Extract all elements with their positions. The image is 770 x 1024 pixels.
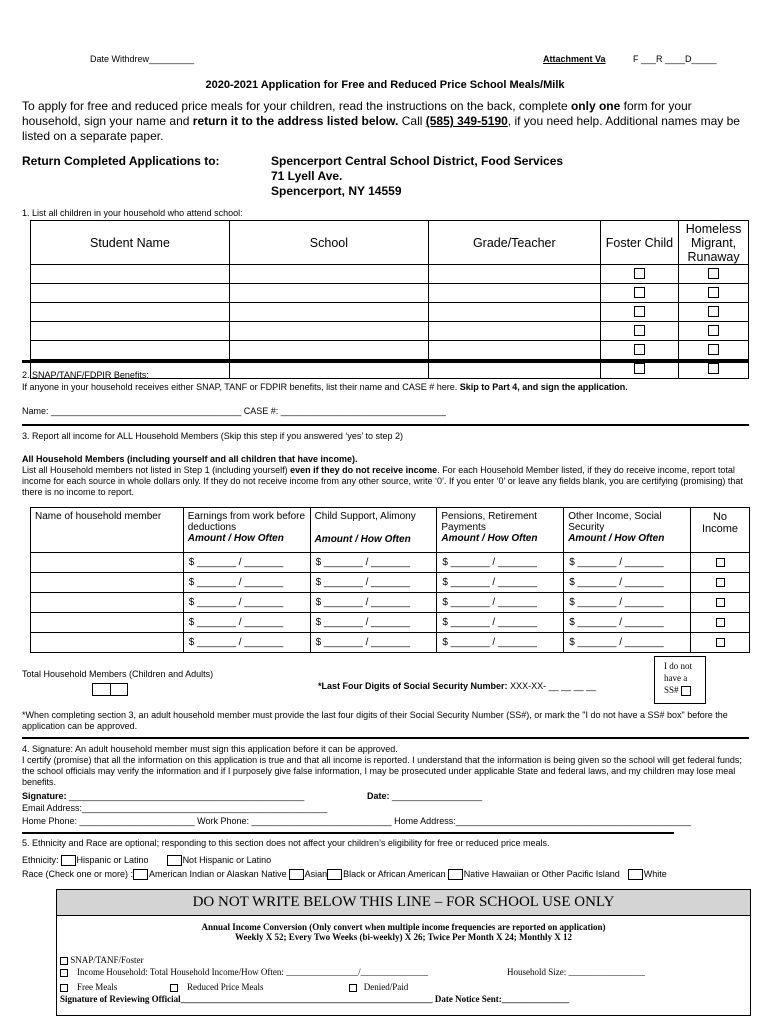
race-checkbox[interactable] bbox=[448, 869, 463, 880]
school-cell[interactable] bbox=[229, 284, 428, 303]
return-label: Return Completed Applications to: bbox=[22, 154, 220, 168]
return-address: Spencerport Central School District, Food Services 71 Lyell Ave. Spencerport, NY 14559 bbox=[271, 154, 564, 198]
email-field[interactable]: Email Address:_________________________________________________ bbox=[22, 803, 328, 813]
pensions-cell[interactable]: $ _______ / _______ bbox=[437, 593, 564, 613]
col-student-name: Student Name bbox=[31, 221, 230, 265]
income-table bbox=[30, 507, 750, 653]
other-income-cell[interactable]: $ _______ / _______ bbox=[564, 553, 691, 573]
student-name-cell[interactable] bbox=[31, 303, 230, 322]
reduced-meals: Reduced Price Meals bbox=[170, 982, 263, 992]
table-row bbox=[31, 593, 750, 613]
divider bbox=[22, 737, 749, 739]
section2-text: If anyone in your household receives either SNAP, TANF or FDPIR benefits, list their name and CASE # here. Skip to Part 4, and sign the application. bbox=[22, 382, 628, 392]
child-support-cell[interactable]: $ _______ / _______ bbox=[310, 573, 437, 593]
school-cell[interactable] bbox=[229, 303, 428, 322]
table-row bbox=[31, 303, 749, 322]
date-field[interactable]: Date: __________________ bbox=[367, 791, 483, 801]
table-row bbox=[31, 265, 749, 284]
hispanic-checkbox[interactable] bbox=[61, 855, 76, 866]
child-support-cell[interactable]: $ _______ / _______ bbox=[310, 613, 437, 633]
table-row bbox=[31, 633, 750, 653]
child-support-cell[interactable]: $ _______ / _______ bbox=[310, 633, 437, 653]
income-household: Income Household: Total Household Income/How Often: ________________/_______________ bbox=[60, 967, 428, 977]
student-name-cell[interactable] bbox=[31, 322, 230, 341]
signature-field[interactable]: Signature: _______________________________________________ bbox=[22, 791, 305, 801]
phone-address-field[interactable]: Home Phone: _______________________ Work Phone: ____________________________ Home Address:_______________________________________________ bbox=[22, 816, 691, 826]
total-members-label: Total Household Members (Children and Adults) bbox=[22, 669, 214, 679]
no-income-checkbox[interactable] bbox=[716, 638, 725, 647]
ssn-line[interactable]: *Last Four Digits of Social Security Number: XXX-XX- __ __ __ __ bbox=[318, 681, 597, 691]
col-pensions: Pensions, Retirement Payments Amount / How Often bbox=[437, 508, 564, 553]
other-income-cell[interactable]: $ _______ / _______ bbox=[564, 573, 691, 593]
section5-heading: 5. Ethnicity and Race are optional; responding to this section does not affect your children’s eligibility for free or reduced price meals. bbox=[22, 838, 550, 848]
col-grade-teacher: Grade/Teacher bbox=[428, 221, 600, 265]
free-meals-checkbox[interactable] bbox=[60, 984, 68, 992]
col-homeless: Homeless Migrant, Runaway bbox=[679, 221, 749, 265]
earnings-cell[interactable]: $ _______ / _______ bbox=[183, 553, 310, 573]
other-income-cell[interactable]: $ _______ / _______ bbox=[564, 613, 691, 633]
foster-checkbox[interactable] bbox=[634, 268, 645, 279]
homeless-checkbox[interactable] bbox=[708, 325, 719, 336]
race-checkbox[interactable] bbox=[133, 869, 148, 880]
section3-heading: 3. Report all income for ALL Household Members (Skip this step if you answered ‘yes’ to step 2) bbox=[22, 431, 404, 441]
race-checkbox[interactable] bbox=[327, 869, 342, 880]
no-income-checkbox[interactable] bbox=[716, 558, 725, 567]
income-conversion-rates: Weekly X 52; Every Two Weeks (bi-weekly) X 26; Twice Per Month X 24; Monthly X 12 bbox=[235, 932, 572, 942]
income-conversion: Annual Income Conversion (Only convert when multiple income frequencies are reported on application) bbox=[201, 922, 606, 932]
homeless-checkbox[interactable] bbox=[708, 363, 719, 374]
school-cell[interactable] bbox=[229, 265, 428, 284]
child-support-cell[interactable]: $ _______ / _______ bbox=[310, 593, 437, 613]
denied-paid-checkbox[interactable] bbox=[349, 984, 357, 992]
total-members-box[interactable] bbox=[92, 683, 128, 696]
col-earnings: Earnings from work before deductions Amount / How Often bbox=[183, 508, 310, 553]
denied-paid: Denied/Paid bbox=[349, 982, 408, 992]
homeless-checkbox[interactable] bbox=[708, 344, 719, 355]
reviewing-official-signature[interactable]: Signature of Reviewing Official________________________________________________________ Date Notice Sent:_______________ bbox=[60, 994, 570, 1004]
table-row bbox=[31, 322, 749, 341]
grade-cell[interactable] bbox=[428, 303, 600, 322]
student-name-cell[interactable] bbox=[31, 284, 230, 303]
no-income-checkbox[interactable] bbox=[716, 578, 725, 587]
race-checkbox[interactable] bbox=[628, 869, 643, 880]
no-ssn-checkbox[interactable] bbox=[681, 686, 691, 696]
member-name-cell[interactable] bbox=[31, 573, 184, 593]
grade-cell[interactable] bbox=[428, 341, 600, 360]
student-name-cell[interactable] bbox=[31, 341, 230, 360]
homeless-checkbox[interactable] bbox=[708, 268, 719, 279]
table-row bbox=[31, 613, 750, 633]
pensions-cell[interactable]: $ _______ / _______ bbox=[437, 573, 564, 593]
col-other-income: Other Income, Social Security Amount / How Often bbox=[564, 508, 691, 553]
col-child-support: Child Support, Alimony Amount / How Often bbox=[310, 508, 437, 553]
col-no-income: No Income bbox=[691, 508, 750, 553]
homeless-checkbox[interactable] bbox=[708, 306, 719, 317]
certification-text: I certify (promise) that all the information on this application is true and that all income is reported. I understand that the information is being given so the school will get federal funds; the school officials may verify the information and if I purposely give false information, I may be prosecuted under applicable State and federal laws, and my children may lose meal benefits. bbox=[22, 755, 742, 787]
pensions-cell[interactable]: $ _______ / _______ bbox=[437, 553, 564, 573]
date-withdrew: Date Withdrew_________ bbox=[90, 54, 195, 64]
intro-paragraph: To apply for free and reduced price meals for your children, read the instructions on the back, complete only one form for your household, sign your name and return it to the address listed below. Call (585) 349-5190, if you need help. Additional names may be listed on a separate paper. bbox=[22, 99, 740, 143]
office-use-banner: DO NOT WRITE BELOW THIS LINE – FOR SCHOOL USE ONLY bbox=[57, 890, 750, 916]
snap-foster-checkbox[interactable] bbox=[60, 957, 68, 965]
ethnicity-row: Ethnicity: Hispanic or Latino Not Hispanic or Latino bbox=[22, 855, 272, 865]
race-row: Race (Check one or more) : American Indian or Alaskan Native Asian Black or African American Native Hawaiian or Other Pacific Island White bbox=[22, 869, 667, 879]
other-income-cell[interactable]: $ _______ / _______ bbox=[564, 593, 691, 613]
foster-checkbox[interactable] bbox=[634, 325, 645, 336]
earnings-cell[interactable]: $ _______ / _______ bbox=[183, 613, 310, 633]
grade-cell[interactable] bbox=[428, 265, 600, 284]
school-cell[interactable] bbox=[229, 322, 428, 341]
children-table bbox=[30, 220, 749, 379]
free-meals: Free Meals bbox=[60, 982, 117, 992]
member-name-cell[interactable] bbox=[31, 613, 184, 633]
table-row bbox=[31, 341, 749, 360]
income-household-checkbox[interactable] bbox=[60, 969, 68, 977]
snap-foster: SNAP/TANF/Foster bbox=[60, 955, 144, 965]
section3-bold-line: All Household Members (including yourself and all children that have income). bbox=[22, 454, 358, 464]
ssn-note: *When completing section 3, an adult household member must provide the last four digits of their Social Security Number (SS#), or mark the "I do not have a SS# box" before the application can be approved. bbox=[22, 710, 728, 731]
col-school: School bbox=[229, 221, 428, 265]
divider bbox=[22, 424, 749, 426]
attachment-label: Attachment Va bbox=[543, 54, 606, 64]
foster-checkbox[interactable] bbox=[634, 306, 645, 317]
child-support-cell[interactable]: $ _______ / _______ bbox=[310, 553, 437, 573]
grade-cell[interactable] bbox=[428, 322, 600, 341]
section3-instructions: List all Household members not listed in Step 1 (including yourself) even if they do not receive income. For each Household Member listed, if they do receive income, report total income for each source in whole dollars only. If they do not receive income from any other source, write ‘0’. If you enter ‘0’ or leave any fields blank, you are certifying (promising) that there is no income to report. bbox=[22, 465, 743, 497]
section2-heading: 2. SNAP/TANF/FDPIR Benefits: bbox=[22, 370, 149, 380]
grade-cell[interactable] bbox=[428, 284, 600, 303]
table-row bbox=[31, 573, 750, 593]
not-hispanic-checkbox[interactable] bbox=[167, 855, 182, 866]
foster-checkbox[interactable] bbox=[634, 287, 645, 298]
divider bbox=[22, 832, 674, 834]
section4-heading: 4. Signature: An adult household member must sign this application before it can be approved. bbox=[22, 744, 398, 754]
member-name-cell[interactable] bbox=[31, 553, 184, 573]
foster-checkbox[interactable] bbox=[634, 363, 645, 374]
frd-field: F ___R ____D_____ bbox=[633, 54, 717, 64]
student-name-cell[interactable] bbox=[31, 265, 230, 284]
school-cell[interactable] bbox=[229, 341, 428, 360]
divider bbox=[22, 360, 749, 363]
form-title: 2020-2021 Application for Free and Reduced Price School Meals/Milk bbox=[205, 79, 565, 91]
foster-checkbox[interactable] bbox=[634, 344, 645, 355]
table-row bbox=[31, 553, 750, 573]
race-checkbox[interactable] bbox=[289, 869, 304, 880]
member-name-cell[interactable] bbox=[31, 593, 184, 613]
pensions-cell[interactable]: $ _______ / _______ bbox=[437, 613, 564, 633]
earnings-cell[interactable]: $ _______ / _______ bbox=[183, 573, 310, 593]
no-income-checkbox[interactable] bbox=[716, 618, 725, 627]
member-name-cell[interactable] bbox=[31, 633, 184, 653]
snap-name-case-line[interactable]: Name: ______________________________________ CASE #: _________________________________ bbox=[22, 406, 446, 416]
household-size[interactable]: Household Size: _________________ bbox=[507, 967, 645, 977]
no-income-checkbox[interactable] bbox=[716, 598, 725, 607]
section1-heading: 1. List all children in your household who attend school: bbox=[22, 208, 243, 218]
reduced-meals-checkbox[interactable] bbox=[170, 984, 178, 992]
col-foster-child: Foster Child bbox=[600, 221, 678, 265]
other-income-cell[interactable]: $ _______ / _______ bbox=[564, 633, 691, 653]
earnings-cell[interactable]: $ _______ / _______ bbox=[183, 633, 310, 653]
pensions-cell[interactable]: $ _______ / _______ bbox=[437, 633, 564, 653]
table-row bbox=[31, 284, 749, 303]
no-ssn-box: I do not have a SS# bbox=[654, 656, 706, 704]
col-household-member: Name of household member bbox=[31, 508, 184, 553]
earnings-cell[interactable]: $ _______ / _______ bbox=[183, 593, 310, 613]
homeless-checkbox[interactable] bbox=[708, 287, 719, 298]
